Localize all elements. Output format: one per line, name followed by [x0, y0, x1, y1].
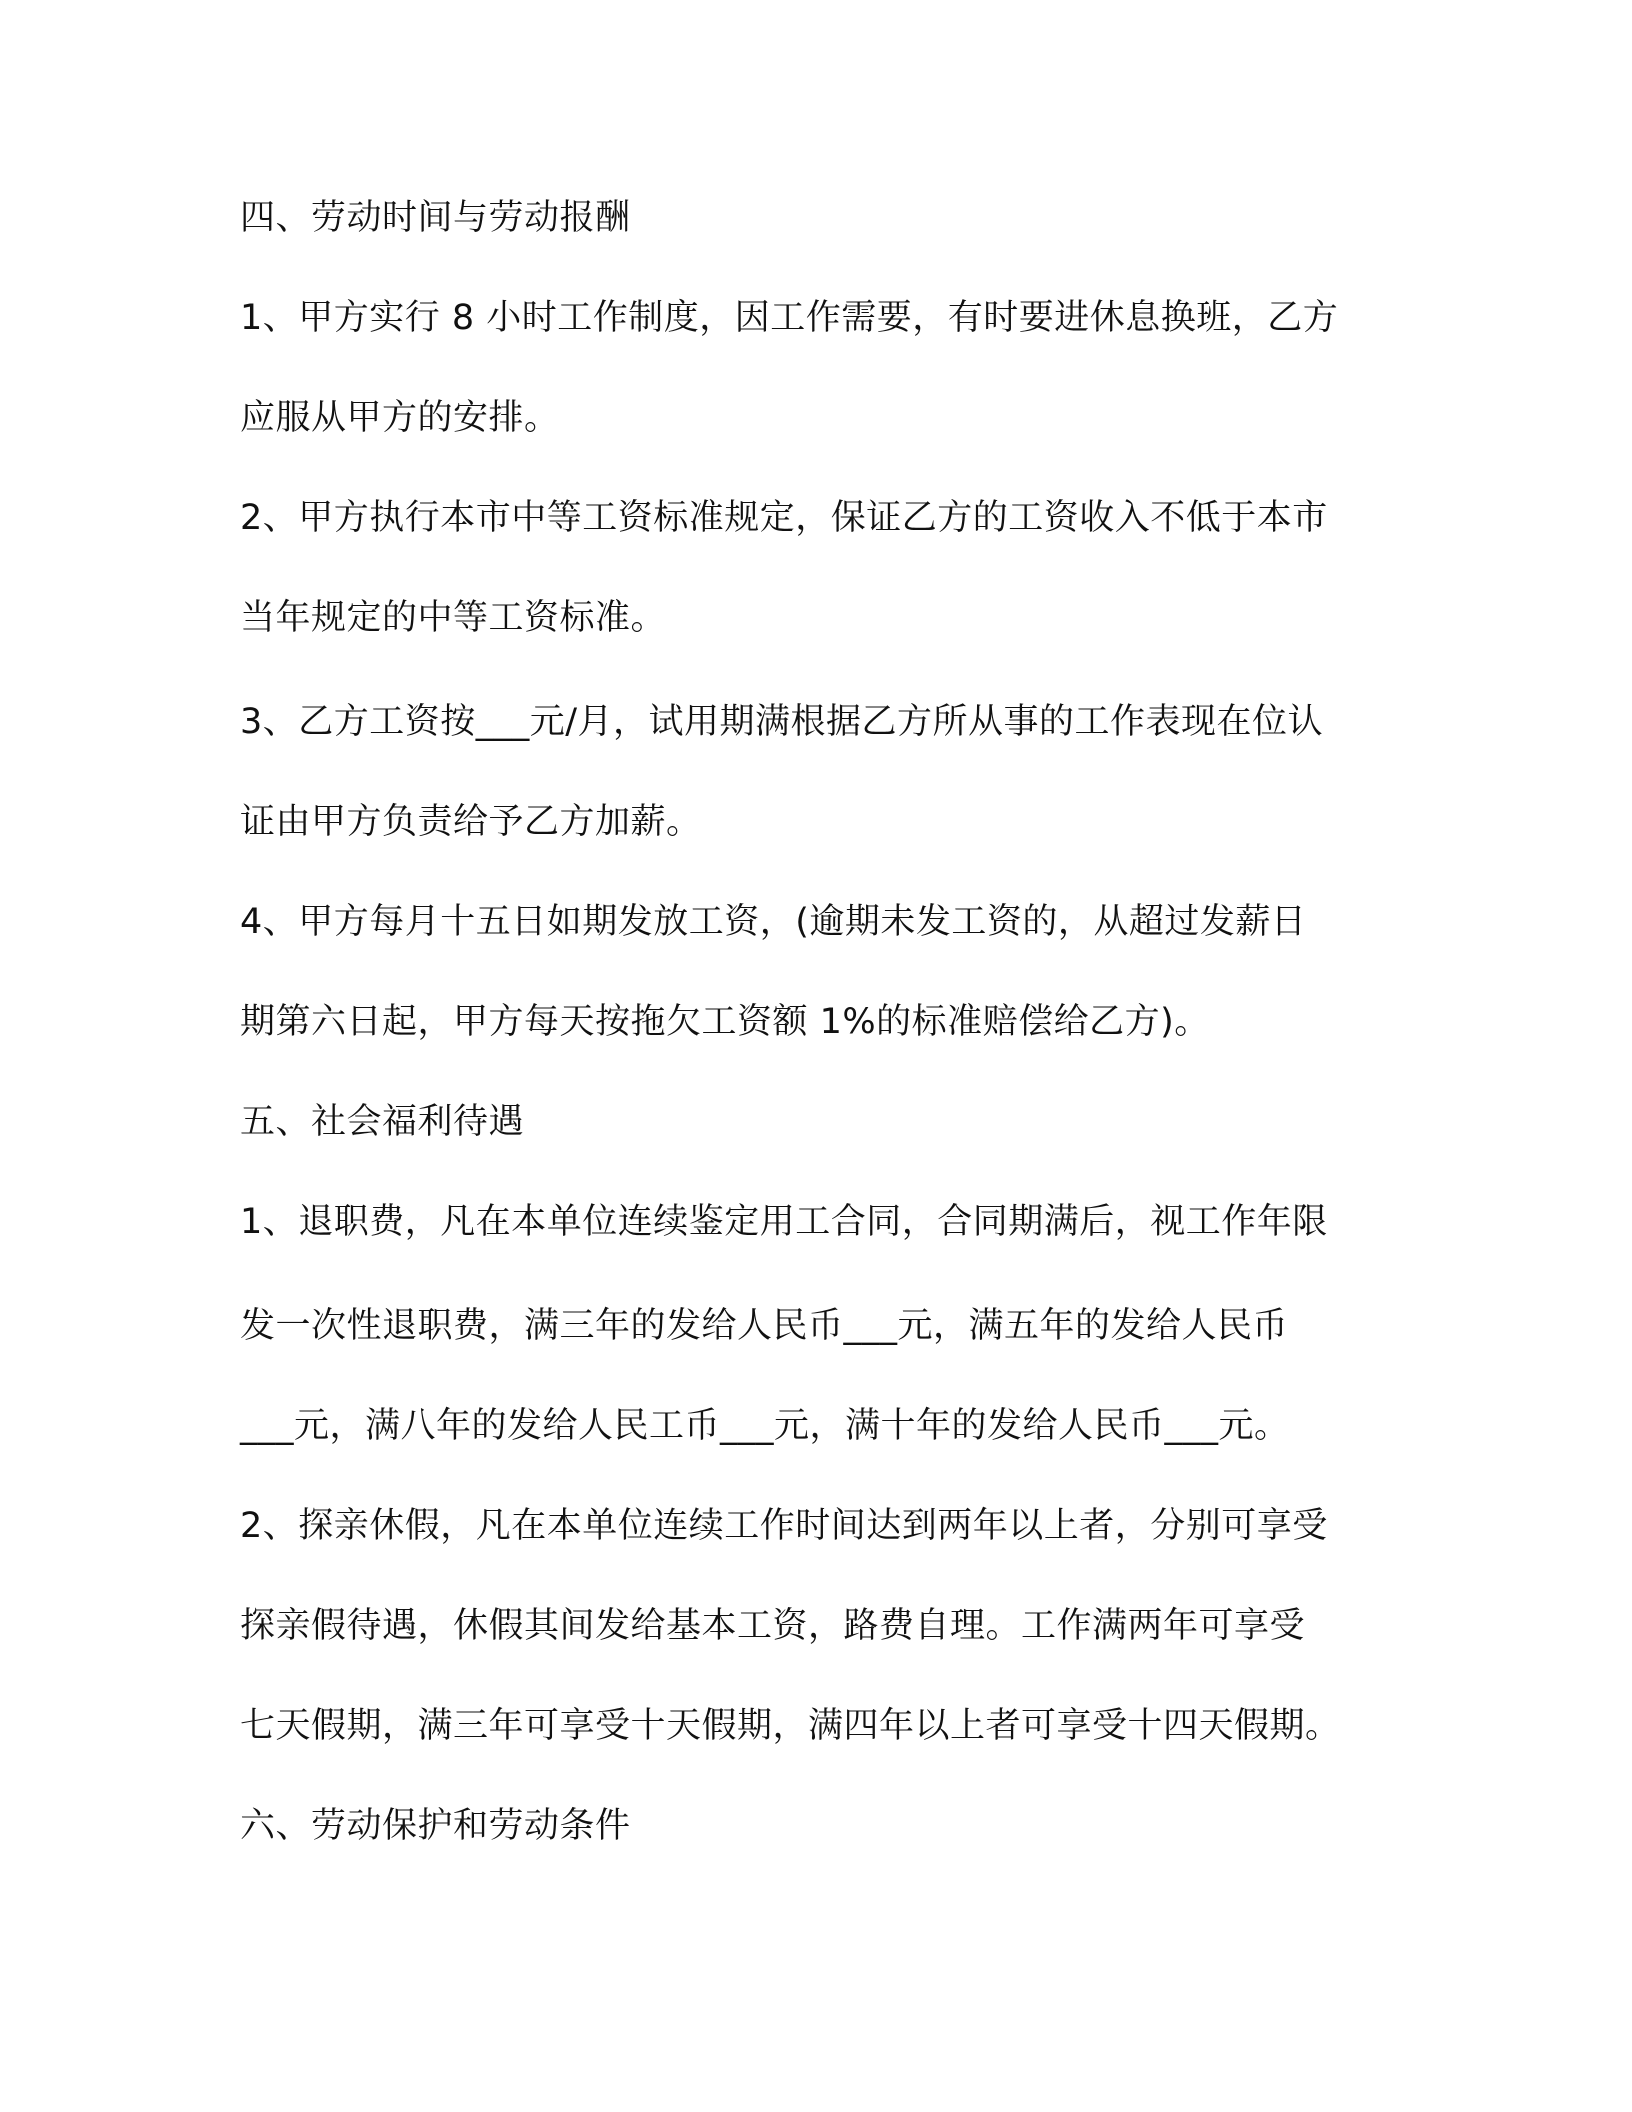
- section-heading-6: 六、劳动保护和劳动条件: [240, 1806, 631, 1846]
- paragraph-line: 1、甲方实行 8 小时工作制度，因工作需要，有时要进休息换班，乙方: [240, 298, 1339, 338]
- section-heading-4: 四、劳动时间与劳动报酬: [240, 198, 631, 238]
- paragraph-line: 期第六日起，甲方每天按拖欠工资额 1%的标准赔偿给乙方)。: [240, 1002, 1210, 1042]
- paragraph-line: 1、退职费，凡在本单位连续鉴定用工合同，合同期满后，视工作年限: [240, 1202, 1328, 1242]
- paragraph-line: 2、甲方执行本市中等工资标准规定，保证乙方的工资收入不低于本市: [240, 498, 1328, 538]
- paragraph-line: 当年规定的中等工资标准。: [240, 598, 667, 638]
- paragraph-line: 3、乙方工资按___元/月，试用期满根据乙方所从事的工作表现在位认: [240, 702, 1324, 742]
- paragraph-line: 应服从甲方的安排。: [240, 398, 560, 438]
- paragraph-line: 4、甲方每月十五日如期发放工资，(逾期未发工资的，从超过发薪日: [240, 902, 1307, 942]
- paragraph-line: 证由甲方负责给予乙方加薪。: [240, 802, 702, 842]
- paragraph-line: 2、探亲休假，凡在本单位连续工作时间达到两年以上者，分别可享受: [240, 1506, 1328, 1546]
- paragraph-line: 七天假期，满三年可享受十天假期，满四年以上者可享受十四天假期。: [240, 1706, 1341, 1746]
- paragraph-line: 发一次性退职费，满三年的发给人民币___元，满五年的发给人民币: [240, 1306, 1289, 1346]
- paragraph-line: 探亲假待遇，休假其间发给基本工资，路费自理。工作满两年可享受: [240, 1606, 1306, 1646]
- paragraph-line: ___元，满八年的发给人民工币___元，满十年的发给人民币___元。: [240, 1406, 1290, 1446]
- section-heading-5: 五、社会福利待遇: [240, 1102, 525, 1142]
